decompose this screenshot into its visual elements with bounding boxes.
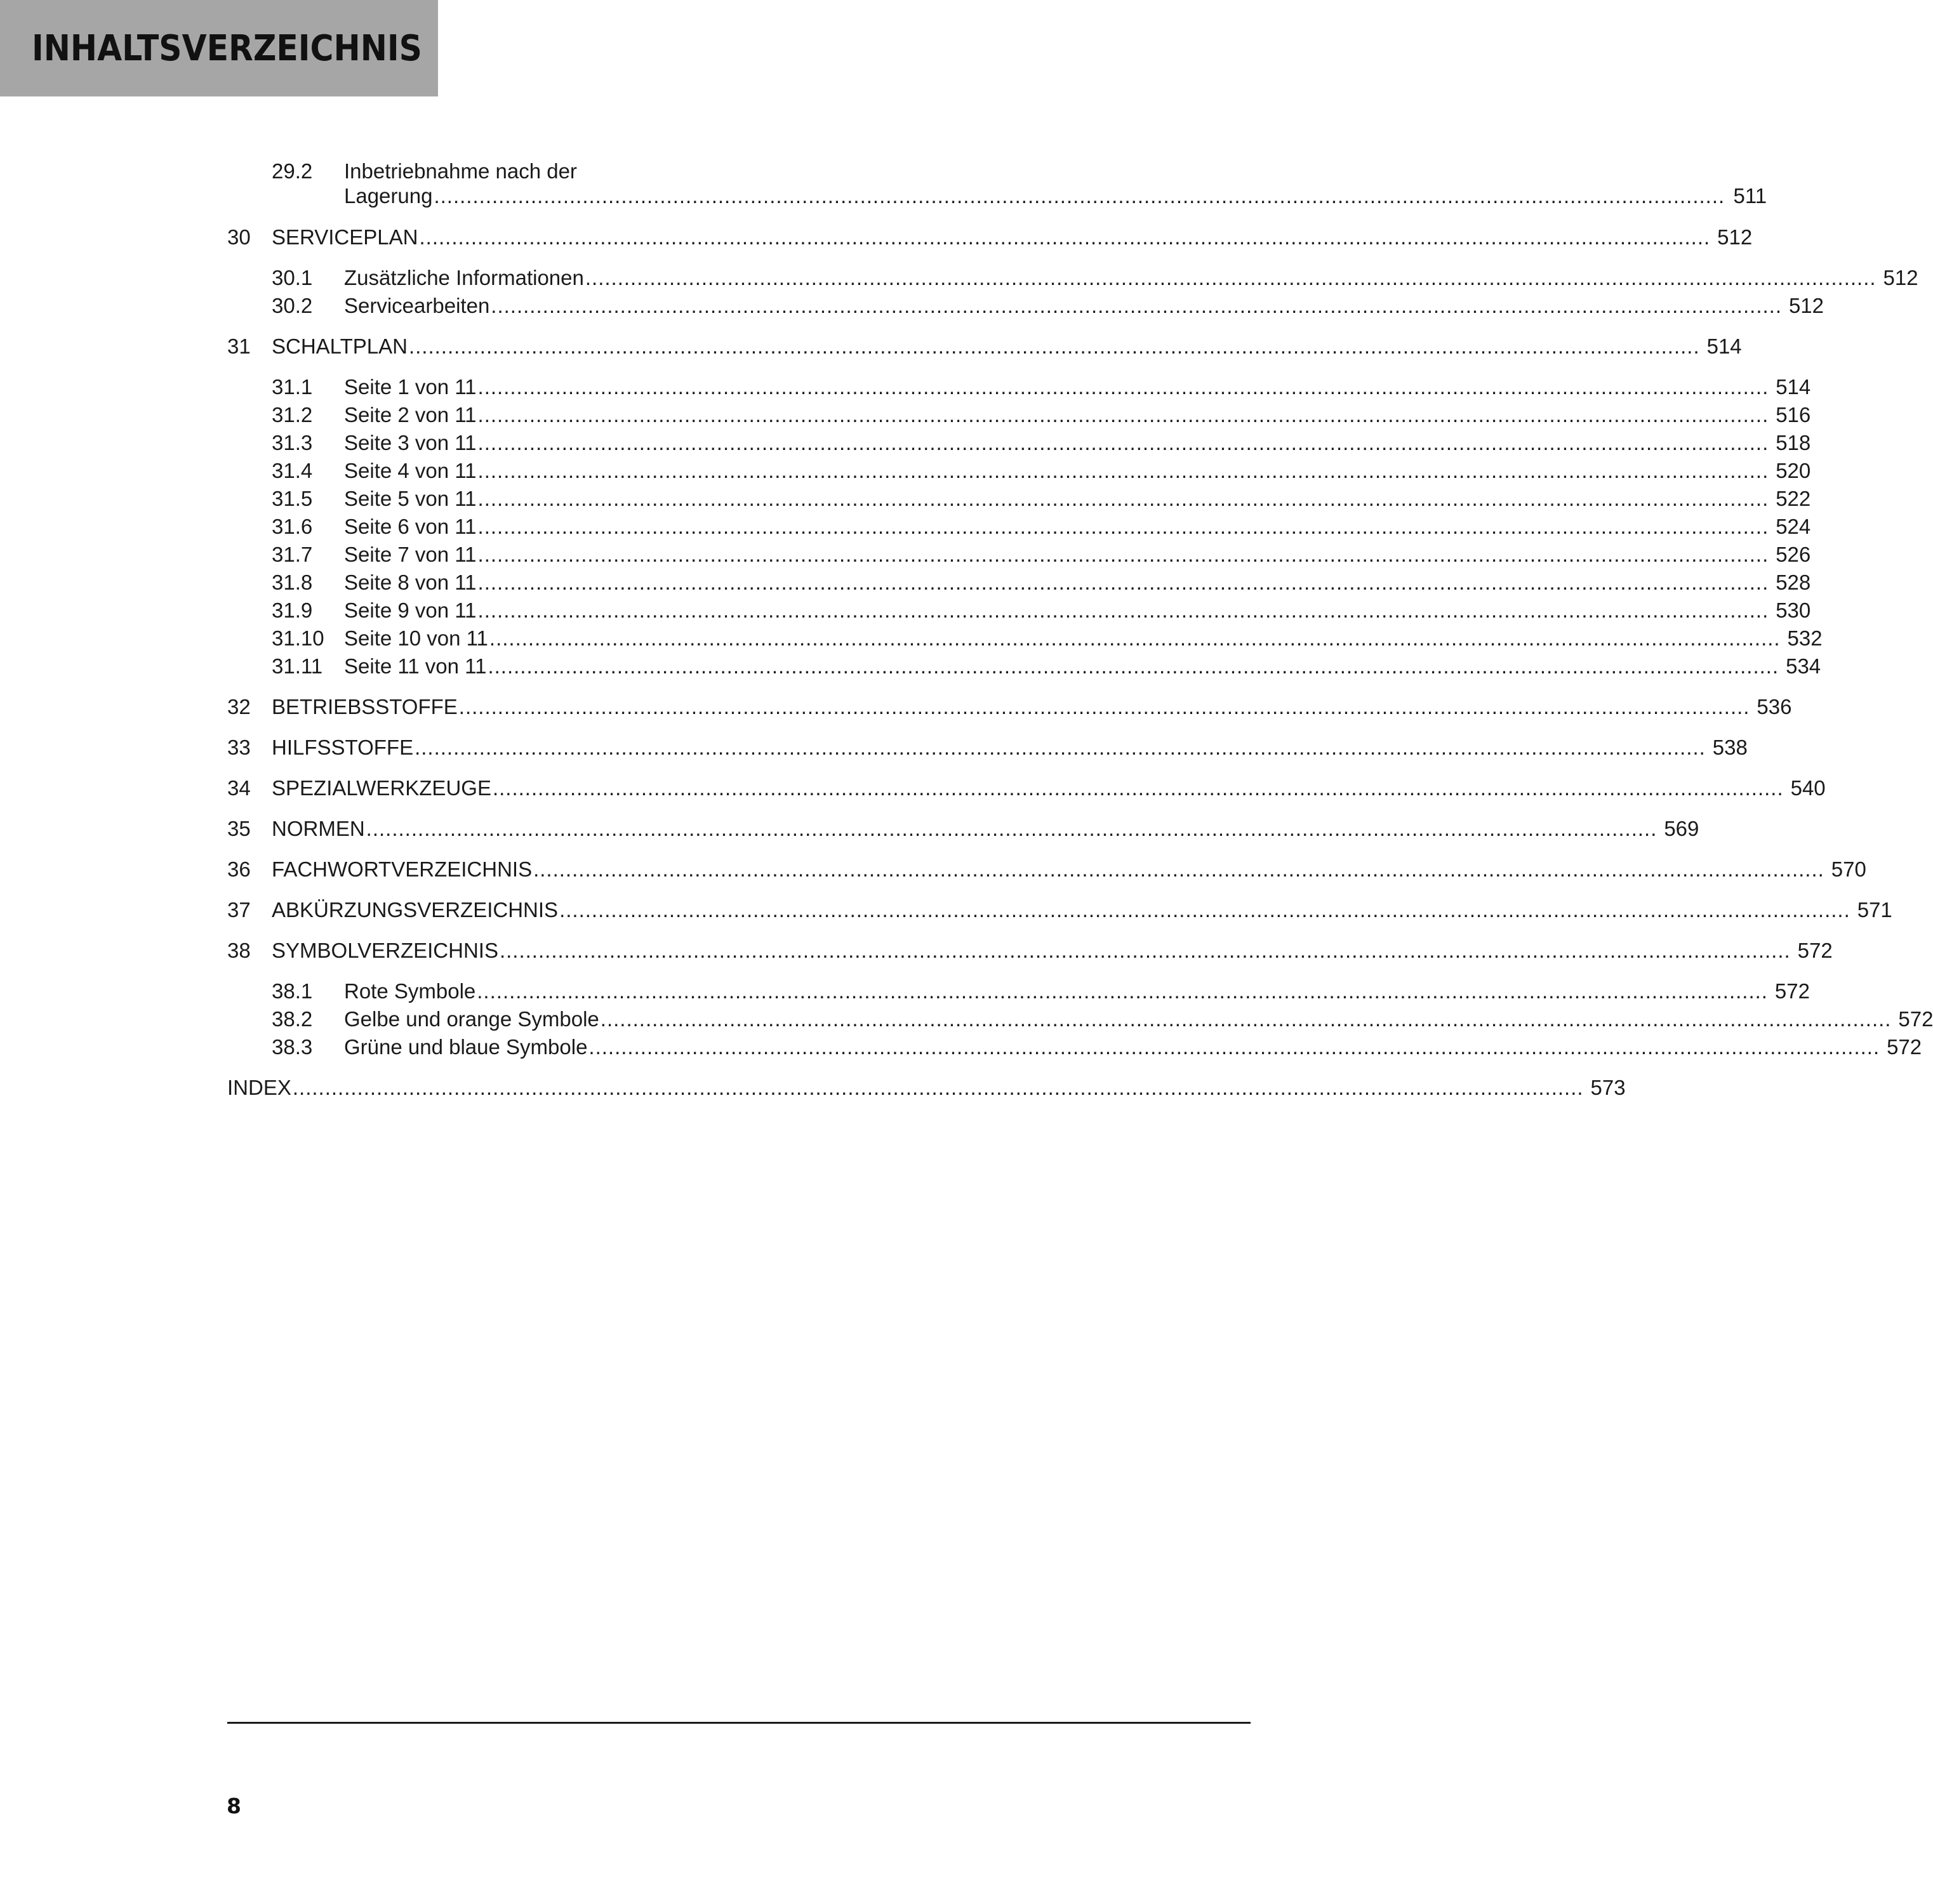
footer-divider (227, 1722, 1251, 1724)
toc-entry-33[interactable] (227, 734, 1748, 762)
toc-entry-title: NORMEN (272, 817, 365, 840)
toc-entry-38-2[interactable] (227, 1005, 1933, 1033)
toc-entry-page: 569 (1664, 817, 1699, 840)
toc-entry-title: Seite 5 von 11 (344, 487, 477, 510)
toc-entry-title: Zusätzliche Informationen (344, 266, 584, 289)
toc-entry-page: 571 (1857, 898, 1892, 922)
toc-leader-dots: ........................................................................................................................................................................................................ (477, 571, 1769, 594)
toc-entry-title: FACHWORTVERZEICHNIS (272, 857, 533, 881)
toc-entry-number: 31.9 (272, 598, 313, 622)
toc-entry-title: INDEX (227, 1076, 291, 1099)
toc-leader-dots: ........................................................................................................................................................................................................ (477, 598, 1769, 622)
toc-entry-title: HILFSSTOFFE (272, 736, 414, 759)
toc-entry-page: 532 (1787, 626, 1823, 650)
toc-entry-page: 538 (1712, 736, 1748, 759)
toc-entry-title: Seite 2 von 11 (344, 403, 477, 426)
toc-entry-31-1[interactable] (227, 373, 1811, 401)
toc-entry-page: 530 (1776, 598, 1811, 622)
toc-entry-number: 38.2 (272, 1007, 313, 1031)
toc-entry-page: 572 (1774, 979, 1810, 1003)
toc-entry-38-1[interactable] (227, 977, 1810, 1005)
toc-entry-number: 31.2 (272, 403, 313, 426)
toc-entry-number: 31.4 (272, 459, 313, 482)
toc-entry-page: 518 (1776, 431, 1811, 454)
toc-entry-title: Servicearbeiten (344, 294, 490, 317)
toc-entry-page: 520 (1776, 459, 1811, 482)
toc-entry-37[interactable] (227, 896, 1892, 924)
toc-entry-index[interactable] (227, 1074, 1626, 1102)
toc-entry-number: 32 (227, 695, 251, 718)
toc-leader-dots: ........................................................................................................................................................................................................ (477, 543, 1769, 566)
toc-entry-page: 512 (1788, 294, 1824, 317)
toc-entry-page: 516 (1776, 403, 1811, 426)
toc-entry-page: 572 (1887, 1035, 1922, 1059)
toc-entry-31-3[interactable] (227, 429, 1811, 457)
toc-entry-title: Seite 8 von 11 (344, 571, 477, 594)
toc-leader-dots: ........................................................................................................................................................................................................ (408, 334, 1700, 358)
toc-leader-dots: ........................................................................................................................................................................................................ (488, 654, 1779, 678)
toc-entry-31-10[interactable] (227, 625, 1823, 652)
toc-entry-30-2[interactable] (227, 292, 1824, 320)
toc-entry-page: 536 (1757, 695, 1792, 718)
toc-entry-title: Rote Symbole (344, 979, 476, 1003)
toc-leader-dots: ........................................................................................................................................................................................................ (491, 294, 1782, 317)
toc-entry-number: 31.11 (272, 654, 323, 678)
toc-entry-29-2-line2[interactable] (227, 182, 1767, 210)
toc-entry-number: 36 (227, 857, 251, 881)
toc-entry-page: 572 (1898, 1007, 1933, 1031)
toc-entry-title: Seite 10 von 11 (344, 626, 488, 650)
toc-leader-dots: ........................................................................................................................................................................................................ (533, 857, 1824, 881)
toc-entry-number: 29.2 (272, 159, 313, 183)
toc-leader-dots: ........................................................................................................................................................................................................ (477, 431, 1769, 454)
toc-leader-dots: ........................................................................................................................................................................................................ (477, 487, 1769, 510)
toc-entry-30-1[interactable] (227, 264, 1918, 292)
toc-leader-dots: ........................................................................................................................................................................................................ (559, 898, 1850, 922)
toc-entry-35[interactable] (227, 815, 1699, 843)
toc-entry-31[interactable] (227, 333, 1742, 360)
toc-entry-34[interactable] (227, 774, 1826, 802)
toc-entry-number: 38 (227, 939, 251, 962)
toc-entry-number: 38.1 (272, 979, 313, 1003)
toc-entry-page: 512 (1883, 266, 1918, 289)
toc-entry-31-7[interactable] (227, 541, 1811, 569)
toc-leader-dots: ........................................................................................................................................................................................................ (492, 776, 1784, 800)
toc-entry-title: SYMBOLVERZEICHNIS (272, 939, 498, 962)
toc-entry-number: 31.6 (272, 515, 313, 538)
toc-entry-32[interactable] (227, 693, 1792, 721)
toc-entry-number: 35 (227, 817, 251, 840)
toc-leader-dots: ........................................................................................................................................................................................................ (477, 375, 1769, 399)
page-title: INHALTSVERZEICHNIS (32, 28, 422, 69)
toc-entry-29-2-line1[interactable] (227, 157, 722, 185)
toc-entry-page: 573 (1590, 1076, 1626, 1099)
toc-entry-number: 30.2 (272, 294, 313, 317)
toc-leader-dots: ........................................................................................................................................................................................................ (477, 979, 1768, 1003)
toc-entry-number: 33 (227, 736, 251, 759)
toc-leader-dots: ........................................................................................................................................................................................................ (477, 515, 1769, 538)
toc-leader-dots: ........................................................................................................................................................................................................ (434, 184, 1725, 208)
toc-leader-dots: ........................................................................................................................................................................................................ (415, 736, 1706, 759)
toc-entry-title: Seite 1 von 11 (344, 375, 477, 399)
toc-leader-dots: ........................................................................................................................................................................................................ (366, 817, 1657, 840)
toc-entry-title: ABKÜRZUNGSVERZEICHNIS (272, 898, 559, 922)
toc-entry-page: 524 (1776, 515, 1811, 538)
toc-entry-title: Seite 7 von 11 (344, 543, 477, 566)
toc-entry-31-9[interactable] (227, 597, 1811, 625)
toc-entry-title: SPEZIALWERKZEUGE (272, 776, 491, 800)
toc-entry-38-3[interactable] (227, 1033, 1922, 1061)
toc-leader-dots: ........................................................................................................................................................................................................ (419, 225, 1711, 249)
toc-entry-number: 31.8 (272, 571, 313, 594)
toc-entry-title: Inbetriebnahme nach der (344, 159, 577, 183)
toc-entry-title: BETRIEBSSTOFFE (272, 695, 458, 718)
toc-leader-dots: ........................................................................................................................................................................................................ (489, 626, 1781, 650)
toc-leader-dots: ........................................................................................................................................................................................................ (588, 1035, 1880, 1059)
toc-leader-dots: ........................................................................................................................................................................................................ (585, 266, 1877, 289)
toc-entry-31-4[interactable] (227, 457, 1811, 485)
toc-entry-number: 31.7 (272, 543, 313, 566)
toc-entry-title: SCHALTPLAN (272, 334, 408, 358)
toc-leader-dots: ........................................................................................................................................................................................................ (499, 939, 1791, 962)
toc-entry-page: 511 (1733, 184, 1767, 208)
toc-entry-31-2[interactable] (227, 401, 1811, 429)
toc-entry-number: 38.3 (272, 1035, 313, 1059)
toc-leader-dots: ........................................................................................................................................................................................................ (477, 403, 1769, 426)
toc-entry-page: 526 (1776, 543, 1811, 566)
toc-entry-page: 514 (1776, 375, 1811, 399)
toc-entry-31-11[interactable] (227, 652, 1821, 680)
toc-entry-page: 534 (1786, 654, 1821, 678)
toc-entry-page: 528 (1776, 571, 1811, 594)
toc-entry-number: 31.5 (272, 487, 313, 510)
toc-entry-number: 30 (227, 225, 251, 249)
toc-entry-number: 31.1 (272, 375, 313, 399)
toc-entry-number: 31.3 (272, 431, 313, 454)
toc-entry-number: 30.1 (272, 266, 313, 289)
toc-entry-number: 37 (227, 898, 251, 922)
toc-entry-36[interactable] (227, 856, 1866, 883)
toc-leader-dots: ........................................................................................................................................................................................................ (600, 1007, 1892, 1031)
toc-entry-title: Gelbe und orange Symbole (344, 1007, 599, 1031)
toc-entry-number: 34 (227, 776, 251, 800)
page-number: 8 (227, 1794, 241, 1818)
toc-entry-title: Seite 11 von 11 (344, 654, 487, 678)
toc-entry-title: Seite 3 von 11 (344, 431, 477, 454)
toc-entry-page: 572 (1797, 939, 1833, 962)
toc-entry-page: 522 (1776, 487, 1811, 510)
toc-entry-title: Seite 4 von 11 (344, 459, 477, 482)
toc-entry-31-5[interactable] (227, 485, 1811, 513)
header-bar (0, 0, 438, 96)
toc-leader-dots: ........................................................................................................................................................................................................ (477, 459, 1769, 482)
toc-leader-dots: ........................................................................................................................................................................................................ (292, 1076, 1584, 1099)
toc-entry-page: 512 (1717, 225, 1753, 249)
toc-entry-title: SERVICEPLAN (272, 225, 418, 249)
toc-entry-31-8[interactable] (227, 569, 1811, 597)
toc-entry-number: 31 (227, 334, 251, 358)
toc-entry-31-6[interactable] (227, 513, 1811, 541)
toc-leader-dots: ........................................................................................................................................................................................................ (458, 695, 1750, 718)
toc-entry-number: 31.10 (272, 626, 324, 650)
toc-entry-page: 570 (1831, 857, 1866, 881)
toc-entry-30[interactable] (227, 223, 1753, 251)
toc-entry-title: Seite 9 von 11 (344, 598, 477, 622)
toc-entry-title: Grüne und blaue Symbole (344, 1035, 588, 1059)
toc-entry-38[interactable] (227, 937, 1833, 965)
toc-entry-page: 540 (1790, 776, 1826, 800)
toc-entry-page: 514 (1706, 334, 1742, 358)
toc-entry-title: Lagerung (344, 184, 433, 208)
toc-entry-title: Seite 6 von 11 (344, 515, 477, 538)
